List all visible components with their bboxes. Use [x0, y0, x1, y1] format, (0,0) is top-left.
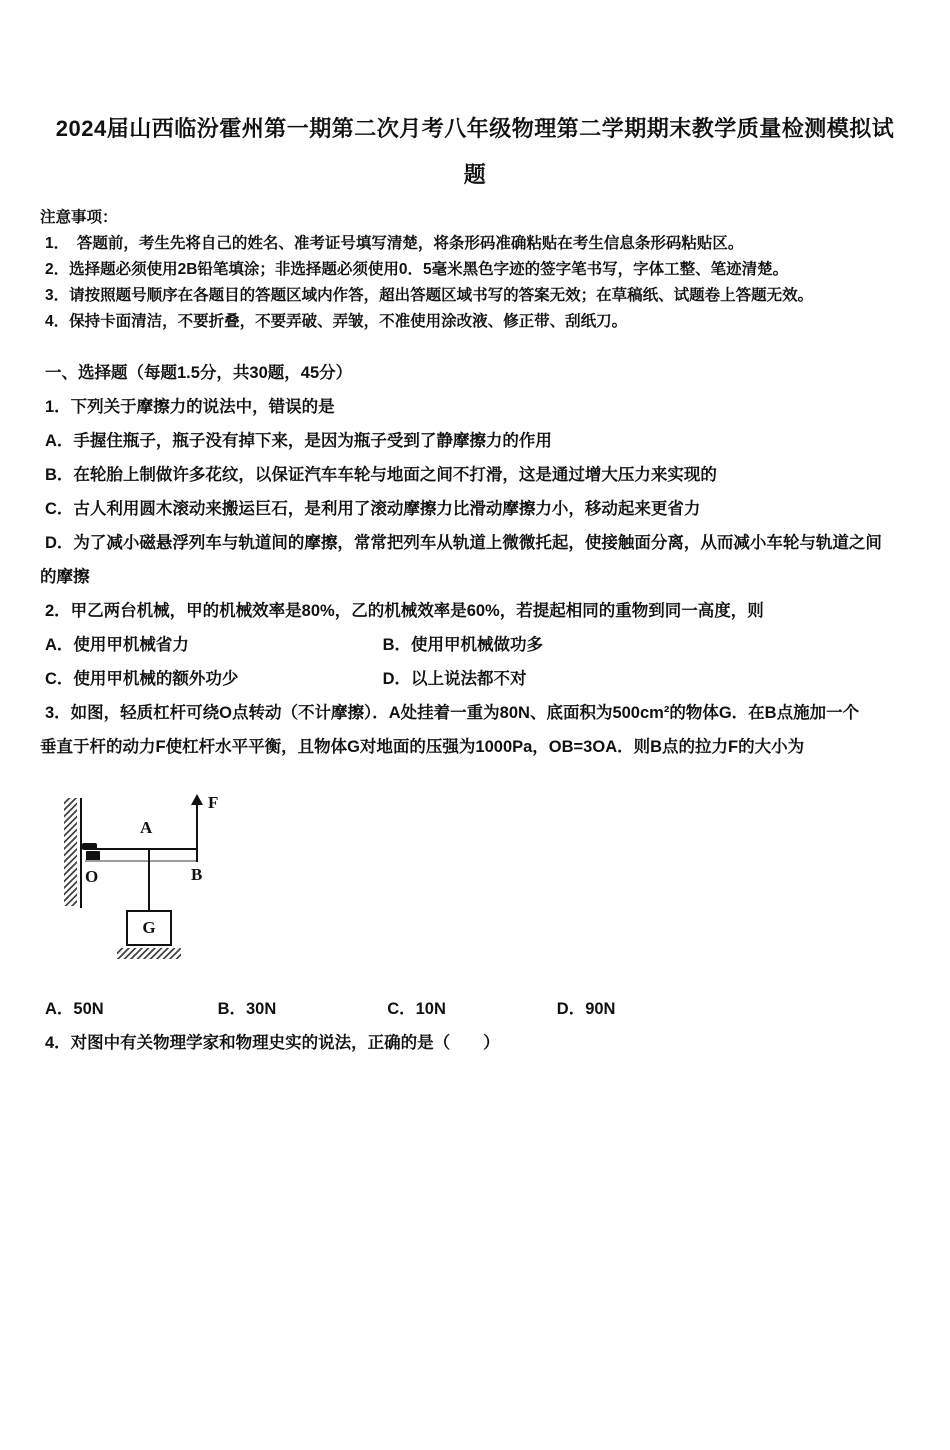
question-3-stem-line1: 3．如图，轻质杠杆可绕O点转动（不计摩擦）．A处挂着一重为80N、底面积为500cm²的物体G．在B点施加一个 [45, 704, 860, 722]
question-3-option-c: C．10N [387, 1000, 446, 1018]
question-1-option-a: A．手握住瓶子，瓶子没有掉下来，是因为瓶子受到了静摩擦力的作用 [45, 432, 552, 450]
notice-item-2: 2．选择题必须使用2B铅笔填涂；非选择题必须使用0．5毫米黑色字迹的签字笔书写，字体工整、笔迹清楚。 [45, 261, 789, 278]
notice-item-3: 3．请按照题号顺序在各题目的答题区域内作答，超出答题区域书写的答案无效；在草稿纸、试题卷上答题无效。 [45, 287, 814, 304]
wall-line [80, 798, 82, 908]
question-1-stem: 1．下列关于摩擦力的说法中，错误的是 [45, 398, 335, 416]
question-3-option-a: A．50N [45, 1000, 104, 1018]
figure-label-g: G [142, 918, 156, 937]
question-3-option-b: B．30N [217, 1000, 277, 1018]
question-2-options-row-2 [40, 662, 910, 696]
figure-label-o: O [85, 867, 99, 886]
notice-item-1: 1． 答题前，考生先将自己的姓名、准考证号填写清楚，将条形码准确粘贴在考生信息条形码粘贴区。 [45, 235, 744, 252]
question-4-stem: 4．对图中有关物理学家和物理史实的说法，正确的是（ ） [45, 1034, 500, 1052]
question-2-option-b: B．使用甲机械做功多 [382, 636, 544, 654]
lever-bar-bottom [85, 860, 198, 862]
exam-title-line1: 2024届山西临汾霍州第一期第二次月考八年级物理第二学期期末教学质量检测模拟试 [55, 116, 895, 141]
questions-section [40, 356, 910, 1060]
lever-figure [62, 792, 292, 968]
figure-label-a: A [140, 818, 153, 837]
question-1-option-d: D．为了减小磁悬浮列车与轨道间的摩擦，常常把列车从轨道上微微托起，使接触面分离，从而减小车轮与轨道之间 [45, 534, 882, 552]
section-heading: 一、选择题（每题1.5分，共30题，45分） [45, 364, 353, 382]
question-1-option-b: B．在轮胎上制做许多花纹，以保证汽车车轮与地面之间不打滑，这是通过增大压力来实现的 [45, 466, 717, 484]
notice-item-4: 4．保持卡面清洁，不要折叠，不要弄破、弄皱，不准使用涂改液、修正带、刮纸刀。 [45, 313, 628, 330]
figure-label-b: B [191, 865, 203, 884]
question-2-option-a: A．使用甲机械省力 [45, 636, 189, 654]
notice-section [40, 205, 910, 335]
question-2-stem: 2．甲乙两台机械，甲的机械效率是80%，乙的机械效率是60%，若提起相同的重物到同一高度，则 [45, 602, 764, 620]
figure-label-f: F [208, 793, 219, 812]
hanging-rod [148, 850, 150, 912]
exam-title-line2: 题 [463, 162, 487, 187]
ground-hatch-icon [117, 948, 181, 959]
question-3-options-row [40, 992, 910, 1026]
lever-bar-top [88, 848, 198, 850]
question-3-stem-line2: 垂直于杆的动力F使杠杆水平平衡，且物体G对地面的压强为1000Pa，OB=3OA．则B点的拉力F的大小为 [40, 738, 805, 756]
question-2-option-d: D．以上说法都不对 [382, 670, 527, 688]
wall-hatch-icon [64, 798, 77, 906]
question-3-option-d: D．90N [556, 1000, 616, 1018]
question-1-option-d-cont: 的摩擦 [40, 568, 90, 586]
question-2-options-row-1 [40, 628, 910, 662]
force-arrow-shaft [196, 804, 198, 862]
exam-title [40, 106, 910, 198]
exam-paper-page [0, 106, 950, 1450]
question-1-option-c: C．古人利用圆木滚动来搬运巨石，是利用了滚动摩擦力比滑动摩擦力小，移动起来更省力 [45, 500, 701, 518]
notice-heading: 注意事项： [40, 209, 118, 226]
question-2-option-c: C．使用甲机械的额外功少 [45, 670, 239, 688]
weight-box [126, 910, 172, 946]
force-arrow-head-icon [191, 794, 203, 805]
